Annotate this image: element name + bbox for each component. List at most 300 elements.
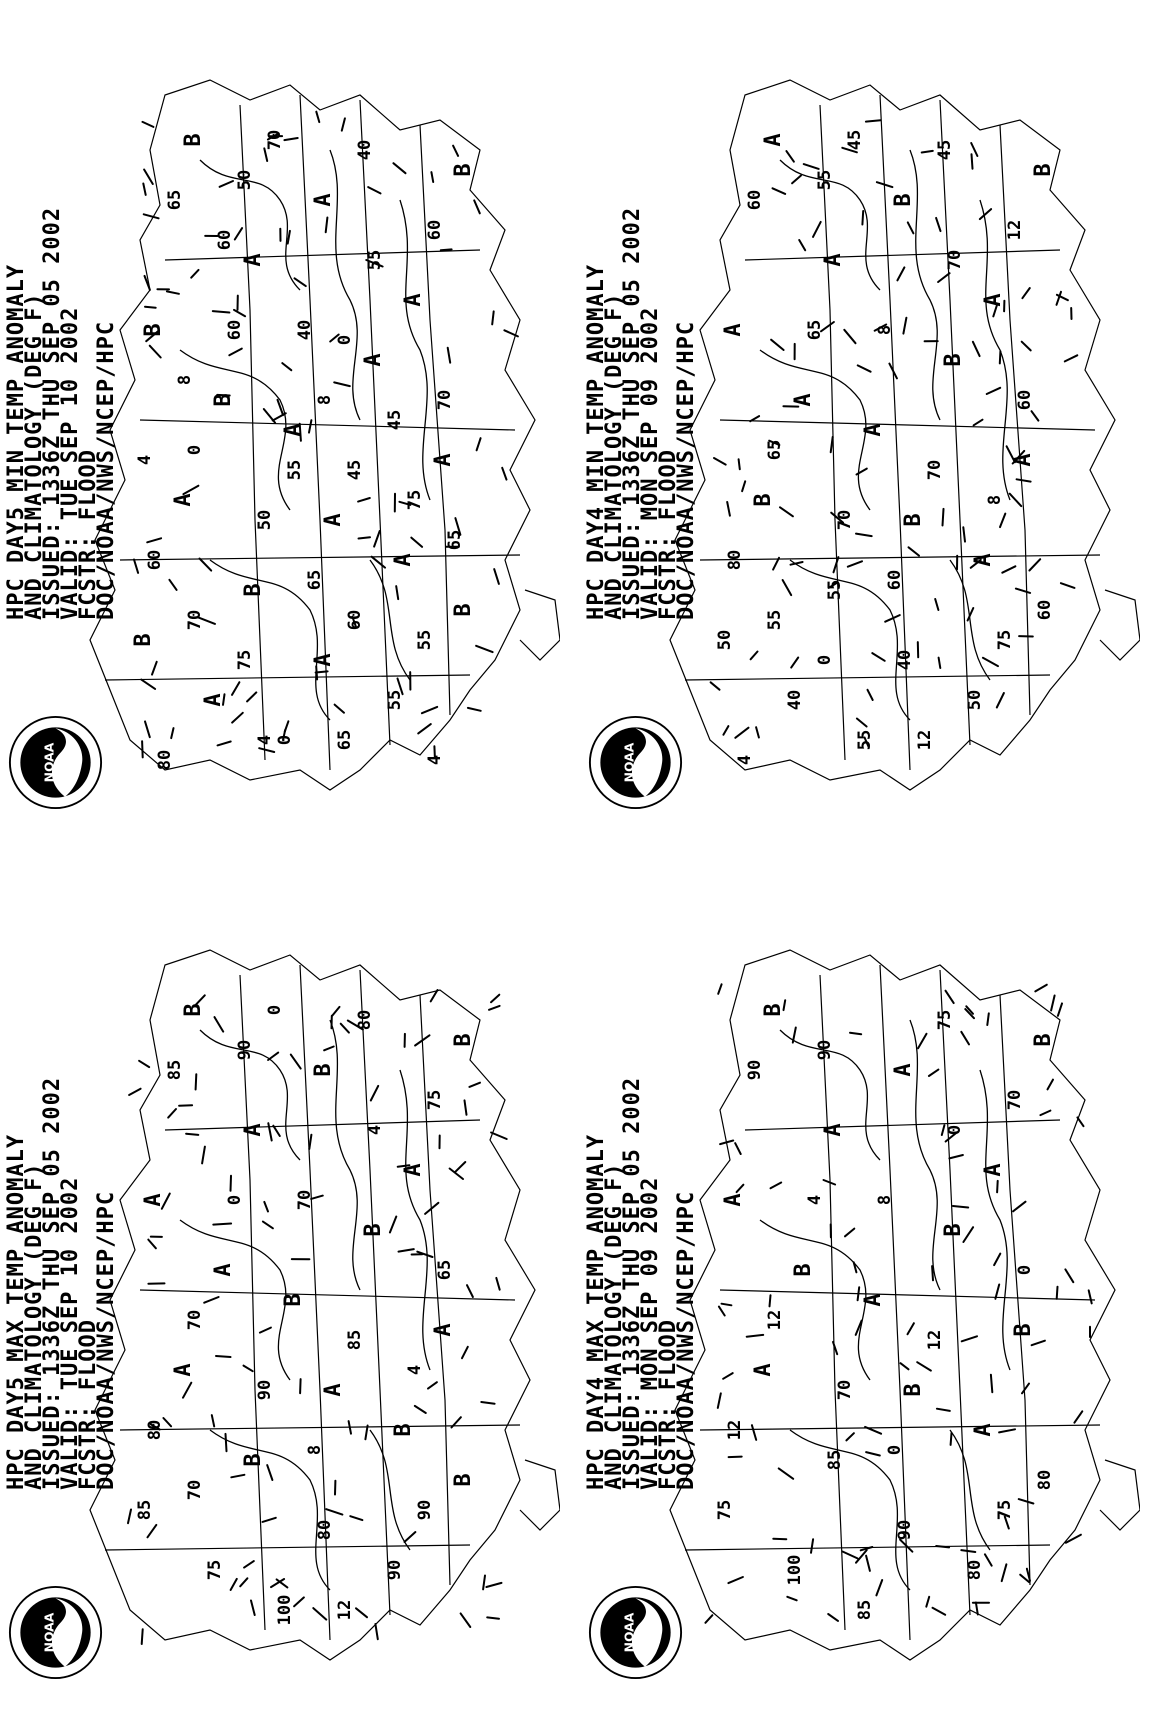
anomaly-tick-mark — [1074, 1411, 1082, 1422]
anomaly-tick-mark — [1013, 1202, 1025, 1212]
above-normal-marker: A — [241, 1123, 266, 1137]
contour-value-label: 90 — [415, 1499, 435, 1521]
anomaly-tick-mark — [901, 1363, 909, 1369]
anomaly-tick-mark — [804, 164, 819, 169]
contour-value-label: 85 — [825, 1449, 845, 1471]
above-normal-marker: A — [721, 1193, 746, 1207]
anomaly-tick-mark — [780, 507, 793, 516]
contour-value-label: 60 — [145, 549, 165, 571]
anomaly-tick-mark — [943, 509, 944, 526]
below-normal-marker: B — [451, 163, 476, 177]
anomaly-tick-mark — [997, 693, 1004, 708]
contour-value-label: 60 — [885, 569, 905, 591]
contour-value-label: 0 — [275, 734, 295, 746]
contour-value-label: 70 — [185, 1479, 205, 1501]
anomaly-tick-mark — [995, 1285, 999, 1299]
anomaly-tick-mark — [897, 267, 904, 280]
coastline — [90, 950, 535, 1660]
anomaly-tick-mark — [147, 538, 161, 542]
noaa-logo — [588, 1585, 683, 1680]
contour-value-label: 85 — [855, 1599, 875, 1621]
header-source: DOC/NOAA/NWS/NCEP/HPC — [94, 1190, 119, 1490]
anomaly-tick-mark — [961, 1550, 975, 1552]
anomaly-tick-mark — [1032, 411, 1039, 420]
contour-value-label: 75 — [715, 1499, 735, 1521]
state-border — [700, 1425, 1100, 1430]
panel-header — [580, 0, 700, 830]
anomaly-tick-mark — [232, 682, 239, 695]
contour-value-label: 0 — [225, 1194, 245, 1206]
anomaly-tick-mark — [786, 151, 794, 162]
anomaly-tick-mark — [909, 547, 920, 555]
header-forecaster: FCSTR: FLOOD — [656, 449, 681, 620]
anomaly-tick-mark — [918, 1034, 926, 1048]
contour-value-label: 65 — [445, 529, 465, 551]
anomaly-tick-mark — [144, 170, 153, 185]
state-border — [360, 970, 390, 1615]
below-normal-marker: B — [1011, 1323, 1036, 1337]
anomaly-tick-mark — [946, 991, 954, 1003]
anomaly-tick-mark — [983, 658, 998, 666]
anomaly-tick-mark — [244, 1366, 253, 1372]
header-forecaster: FCSTR: FLOOD — [656, 1319, 681, 1490]
below-normal-marker: B — [281, 1293, 306, 1307]
anomaly-tick-mark — [1016, 589, 1030, 593]
contour-value-label: 70 — [1005, 1089, 1025, 1111]
contour-value-label: 0 — [265, 1004, 285, 1016]
anomaly-tick-mark — [723, 1373, 733, 1379]
anomaly-tick-mark — [374, 531, 380, 547]
anomaly-tick-mark — [751, 652, 758, 660]
above-normal-marker: A — [721, 323, 746, 337]
anomaly-tick-mark — [991, 1375, 992, 1393]
anomaly-tick-mark — [719, 1307, 725, 1316]
anomaly-tick-mark — [980, 209, 991, 219]
contour-value-label: 65 — [335, 729, 355, 751]
panel-day4-min — [580, 0, 1140, 830]
anomaly-tick-mark — [333, 1007, 340, 1016]
contour-value-label: 50 — [965, 689, 985, 711]
panel-header — [580, 870, 700, 1700]
anomaly-tick-mark — [476, 646, 493, 652]
anomaly-tick-mark — [811, 1539, 813, 1553]
anomaly-tick-mark — [415, 1406, 426, 1413]
header-title: HPC DAY5 MIN TEMP ANOMALY — [4, 263, 29, 620]
anomaly-tick-mark — [142, 741, 143, 757]
anomaly-tick-mark — [309, 420, 311, 432]
state-border — [940, 970, 970, 1615]
coastline-detail — [520, 1460, 560, 1530]
panel-day4-max — [580, 870, 1140, 1700]
anomaly-tick-mark — [773, 188, 786, 194]
anomaly-tick-mark — [483, 1576, 485, 1590]
anomaly-tick-mark — [474, 200, 480, 213]
contour-value-label: 75 — [205, 1559, 225, 1581]
contour-value-label: 45 — [345, 459, 365, 481]
anomaly-tick-mark — [997, 1181, 998, 1192]
above-normal-marker: A — [761, 133, 786, 147]
contour-value-label: 80 — [155, 749, 175, 771]
anomaly-tick-mark — [1048, 1080, 1054, 1090]
anomaly-tick-mark — [951, 1433, 952, 1445]
anomaly-tick-mark — [244, 1561, 254, 1568]
anomaly-tick-mark — [251, 1601, 255, 1616]
coastline — [90, 80, 535, 790]
above-normal-marker: A — [891, 1063, 916, 1077]
contour-value-label: 75 — [995, 1499, 1015, 1521]
anomaly-tick-mark — [196, 1074, 197, 1089]
anomaly-tick-mark — [468, 708, 481, 711]
below-normal-marker: B — [901, 1383, 926, 1397]
anomaly-tick-mark — [799, 240, 805, 250]
header-units: AND CLIMATOLOGY (DEG F) — [602, 1162, 627, 1490]
anomaly-tick-mark — [963, 527, 965, 541]
below-normal-marker: B — [361, 1223, 386, 1237]
below-normal-marker: B — [141, 323, 166, 337]
anomaly-tick-mark — [356, 1608, 367, 1617]
anomaly-tick-mark — [128, 1510, 131, 1524]
coastline-detail — [520, 590, 560, 660]
temperature-contour — [910, 1020, 940, 1290]
contour-value-label: 65 — [805, 319, 825, 341]
anomaly-tick-mark — [1065, 355, 1078, 361]
anomaly-tick-mark — [465, 1100, 467, 1114]
anomaly-tick-mark — [300, 1379, 301, 1393]
anomaly-tick-mark — [202, 1147, 205, 1164]
contour-value-label: 100 — [275, 1594, 295, 1626]
contour-value-label: 80 — [355, 1009, 375, 1031]
state-border — [820, 975, 845, 1630]
panel-header — [0, 0, 120, 830]
contour-value-label: 85 — [135, 1499, 155, 1521]
anomaly-tick-mark — [220, 181, 233, 187]
contour-value-label: 70 — [835, 509, 855, 531]
contour-value-label: 60 — [1015, 389, 1035, 411]
below-normal-marker: B — [791, 1263, 816, 1277]
anomaly-tick-mark — [469, 1083, 480, 1087]
contour-value-label: 55 — [765, 609, 785, 631]
anomaly-tick-mark — [231, 1176, 232, 1191]
anomaly-tick-mark — [850, 1033, 861, 1034]
anomaly-tick-mark — [247, 692, 256, 701]
contour-value-label: 12 — [1005, 219, 1025, 241]
anomaly-tick-mark — [937, 1409, 950, 1411]
contour-value-label: 65 — [165, 189, 185, 211]
above-normal-marker: A — [1011, 453, 1036, 467]
state-border — [685, 675, 1050, 680]
svg-text:NOAA: NOAA — [42, 1612, 57, 1653]
anomaly-tick-mark — [903, 318, 906, 334]
above-normal-marker: A — [171, 1363, 196, 1377]
anomaly-tick-mark — [999, 1429, 1015, 1432]
state-border — [120, 1425, 520, 1430]
anomaly-tick-mark — [1000, 351, 1001, 363]
below-normal-marker: B — [311, 1063, 336, 1077]
panel-day5-max — [0, 870, 560, 1700]
anomaly-tick-mark — [962, 1336, 977, 1341]
temperature-contour — [330, 1020, 360, 1290]
contour-value-label: 4 — [135, 454, 155, 466]
noaa-logo — [8, 715, 103, 810]
coastline-detail — [1100, 1460, 1140, 1530]
anomaly-tick-mark — [268, 1123, 271, 1140]
anomaly-tick-mark — [723, 726, 728, 735]
anomaly-tick-mark — [1022, 1384, 1029, 1394]
contour-value-label: 4 — [735, 754, 755, 766]
below-normal-marker: B — [941, 353, 966, 367]
anomaly-tick-mark — [491, 995, 499, 1003]
anomaly-tick-mark — [232, 713, 243, 723]
anomaly-tick-mark — [186, 1134, 198, 1135]
anomaly-tick-mark — [1057, 292, 1062, 305]
anomaly-tick-mark — [431, 172, 433, 182]
anomaly-tick-mark — [1000, 514, 1005, 528]
anomaly-tick-mark — [291, 1055, 301, 1069]
anomaly-tick-mark — [974, 420, 983, 426]
header-valid: VALID: MON SEP 09 2002 — [638, 306, 663, 620]
anomaly-tick-mark — [487, 1617, 499, 1618]
anomaly-tick-mark — [341, 1024, 349, 1033]
anomaly-tick-mark — [926, 1597, 929, 1607]
contour-value-label: 70 — [295, 1189, 315, 1211]
anomaly-tick-mark — [231, 1475, 244, 1478]
anomaly-tick-mark — [405, 1532, 416, 1542]
anomaly-tick-mark — [779, 1468, 794, 1478]
anomaly-tick-mark — [845, 1229, 854, 1237]
noaa-logo — [8, 1585, 103, 1680]
panel-header — [0, 870, 120, 1700]
anomaly-tick-mark — [260, 1328, 271, 1333]
anomaly-tick-mark — [313, 1608, 326, 1620]
above-normal-marker: A — [821, 253, 846, 267]
anomaly-tick-mark — [858, 365, 871, 371]
anomaly-tick-mark — [234, 310, 245, 316]
temperature-contour — [180, 1220, 290, 1380]
state-border — [1000, 995, 1030, 1585]
contour-value-label: 50 — [715, 629, 735, 651]
anomaly-tick-mark — [422, 707, 437, 713]
state-border — [745, 1120, 1060, 1130]
anomaly-tick-mark — [152, 662, 157, 675]
anomaly-tick-mark — [196, 995, 205, 1004]
contour-value-label: 70 — [185, 609, 205, 631]
anomaly-tick-mark — [213, 1224, 231, 1225]
contour-value-label: 50 — [255, 509, 275, 531]
contour-value-label: 8 — [875, 1194, 895, 1206]
below-normal-marker: B — [941, 1223, 966, 1237]
state-border — [745, 250, 1060, 260]
header-forecaster: FCSTR: FLOOD — [76, 1319, 101, 1490]
state-border — [105, 1545, 470, 1550]
anomaly-tick-mark — [191, 270, 198, 278]
above-normal-marker: A — [391, 553, 416, 567]
svg-text:NOAA: NOAA — [42, 742, 57, 783]
contour-value-label: 70 — [185, 1309, 205, 1331]
header-title: HPC DAY5 MAX TEMP ANOMALY — [4, 1133, 29, 1490]
contour-value-label: 12 — [335, 1599, 355, 1621]
anomaly-tick-mark — [326, 218, 328, 233]
anomaly-tick-mark — [492, 311, 494, 324]
contour-value-label: 80 — [965, 1559, 985, 1581]
contour-value-label: 90 — [255, 1379, 275, 1401]
coastline — [670, 950, 1115, 1660]
temperature-contour — [760, 1220, 870, 1380]
anomaly-tick-mark — [183, 486, 198, 494]
anomaly-tick-mark — [259, 748, 274, 752]
anomaly-tick-mark — [148, 1525, 157, 1537]
anomaly-tick-mark — [987, 1013, 989, 1025]
contour-value-label: 90 — [895, 1519, 915, 1541]
state-border — [420, 125, 450, 715]
anomaly-tick-mark — [787, 1597, 796, 1601]
anomaly-tick-mark — [218, 742, 231, 746]
anomaly-tick-mark — [742, 481, 745, 491]
anomaly-tick-mark — [371, 1086, 378, 1101]
anomaly-tick-mark — [938, 273, 950, 282]
anomaly-tick-mark — [462, 1347, 468, 1358]
anomaly-tick-mark — [728, 1577, 743, 1583]
contour-value-label: 0 — [815, 654, 835, 666]
anomaly-tick-mark — [390, 1217, 396, 1233]
below-normal-marker: B — [391, 1423, 416, 1437]
contour-value-label: 8 — [305, 1444, 325, 1456]
temperature-contour — [370, 1430, 410, 1550]
anomaly-tick-mark — [770, 1295, 771, 1306]
below-normal-marker: B — [1031, 1033, 1056, 1047]
below-normal-marker: B — [891, 193, 916, 207]
anomaly-tick-mark — [828, 1614, 838, 1621]
contour-value-label: 12 — [765, 1309, 785, 1331]
contour-value-label: 75 — [405, 489, 425, 511]
anomaly-tick-mark — [722, 1304, 732, 1306]
anomaly-tick-mark — [396, 586, 398, 599]
header-source: DOC/NOAA/NWS/NCEP/HPC — [674, 320, 699, 620]
anomaly-tick-mark — [848, 561, 862, 566]
above-normal-marker: A — [201, 693, 226, 707]
above-normal-marker: A — [361, 353, 386, 367]
anomaly-tick-mark — [961, 1032, 969, 1045]
header-valid: VALID: TUE SEP 10 2002 — [58, 1176, 83, 1490]
anomaly-tick-mark — [727, 502, 730, 516]
contour-value-label: 70 — [265, 129, 285, 151]
contour-value-label: 65 — [305, 569, 325, 591]
anomaly-tick-mark — [455, 1162, 465, 1172]
temperature-contour — [980, 1070, 1010, 1370]
anomaly-tick-mark — [813, 222, 821, 237]
state-border — [940, 100, 970, 745]
anomaly-tick-mark — [235, 228, 242, 239]
anomaly-tick-mark — [349, 1421, 351, 1434]
anomaly-tick-mark — [953, 1206, 968, 1208]
contour-value-label: 12 — [925, 1329, 945, 1351]
header-issued: ISSUED: 1336Z THU SEP 05 2002 — [40, 1076, 65, 1490]
anomaly-tick-mark — [502, 468, 506, 480]
svg-text:NOAA: NOAA — [622, 1612, 637, 1653]
header-valid: VALID: MON SEP 09 2002 — [638, 1176, 663, 1490]
anomaly-tick-mark — [144, 214, 159, 218]
anomaly-tick-mark — [908, 222, 914, 233]
anomaly-tick-mark — [1022, 288, 1029, 298]
above-normal-marker: A — [971, 1423, 996, 1437]
contour-value-label: 45 — [385, 409, 405, 431]
temperature-contour — [400, 1070, 430, 1370]
contour-value-label: 8 — [175, 374, 195, 386]
anomaly-tick-mark — [145, 721, 150, 737]
contour-value-label: 80 — [315, 1519, 335, 1541]
anomaly-tick-mark — [212, 1415, 214, 1426]
above-normal-marker: A — [401, 293, 426, 307]
anomaly-tick-mark — [1029, 559, 1040, 570]
anomaly-tick-mark — [866, 1452, 880, 1455]
contour-value-label: 40 — [355, 139, 375, 161]
anomaly-tick-mark — [866, 1556, 870, 1571]
state-border — [140, 1290, 515, 1300]
anomaly-tick-mark — [857, 719, 867, 727]
contour-value-label: 70 — [835, 1379, 855, 1401]
anomaly-tick-mark — [942, 1125, 945, 1135]
above-normal-marker: A — [981, 293, 1006, 307]
state-border — [420, 995, 450, 1585]
state-border — [140, 420, 515, 430]
contour-value-label: 90 — [235, 1039, 255, 1061]
contour-value-label: 55 — [415, 629, 435, 651]
anomaly-tick-mark — [167, 291, 179, 293]
below-normal-marker: B — [751, 493, 776, 507]
temperature-contour — [400, 200, 430, 500]
contour-value-label: 4 — [805, 1194, 825, 1206]
anomaly-tick-mark — [1002, 1564, 1007, 1581]
contour-value-label: 60 — [745, 189, 765, 211]
anomaly-tick-mark — [267, 1465, 272, 1480]
contour-value-label: 0 — [1015, 1264, 1035, 1276]
anomaly-tick-mark — [288, 231, 290, 244]
contour-value-label: 65 — [435, 1259, 455, 1281]
state-border — [240, 975, 265, 1630]
header-forecaster: FCSTR: FLOOD — [76, 449, 101, 620]
anomaly-tick-mark — [922, 151, 933, 153]
header-valid: VALID: TUE SEP 10 2002 — [58, 306, 83, 620]
contour-value-label: 40 — [785, 689, 805, 711]
below-normal-marker: B — [131, 633, 156, 647]
below-normal-marker: B — [1031, 163, 1056, 177]
anomaly-tick-mark — [494, 569, 499, 584]
anomaly-tick-mark — [747, 1335, 764, 1337]
below-normal-marker: B — [451, 1033, 476, 1047]
contour-value-label: 55 — [825, 579, 845, 601]
anomaly-tick-mark — [129, 1089, 141, 1095]
anomaly-tick-mark — [183, 1383, 191, 1398]
anomaly-tick-mark — [491, 1133, 507, 1140]
anomaly-tick-mark — [735, 728, 748, 738]
anomaly-tick-mark — [1065, 1269, 1073, 1282]
contour-value-label: 4 — [405, 1364, 425, 1376]
anomaly-tick-mark — [171, 728, 173, 738]
anomaly-tick-mark — [846, 1433, 854, 1440]
anomaly-tick-mark — [868, 690, 873, 700]
anomaly-tick-mark — [824, 1180, 836, 1185]
below-normal-marker: B — [901, 513, 926, 527]
above-normal-marker: A — [321, 513, 346, 527]
anomaly-tick-mark — [350, 1516, 362, 1520]
above-normal-marker: A — [751, 1363, 776, 1377]
contour-value-label: 55 — [385, 689, 405, 711]
contour-value-label: 60 — [225, 319, 245, 341]
above-normal-marker: A — [821, 1123, 846, 1137]
anomaly-tick-mark — [489, 1006, 500, 1010]
contour-value-label: 4 — [425, 754, 445, 766]
anomaly-tick-mark — [264, 1202, 268, 1212]
contour-value-label: 55 — [365, 249, 385, 271]
